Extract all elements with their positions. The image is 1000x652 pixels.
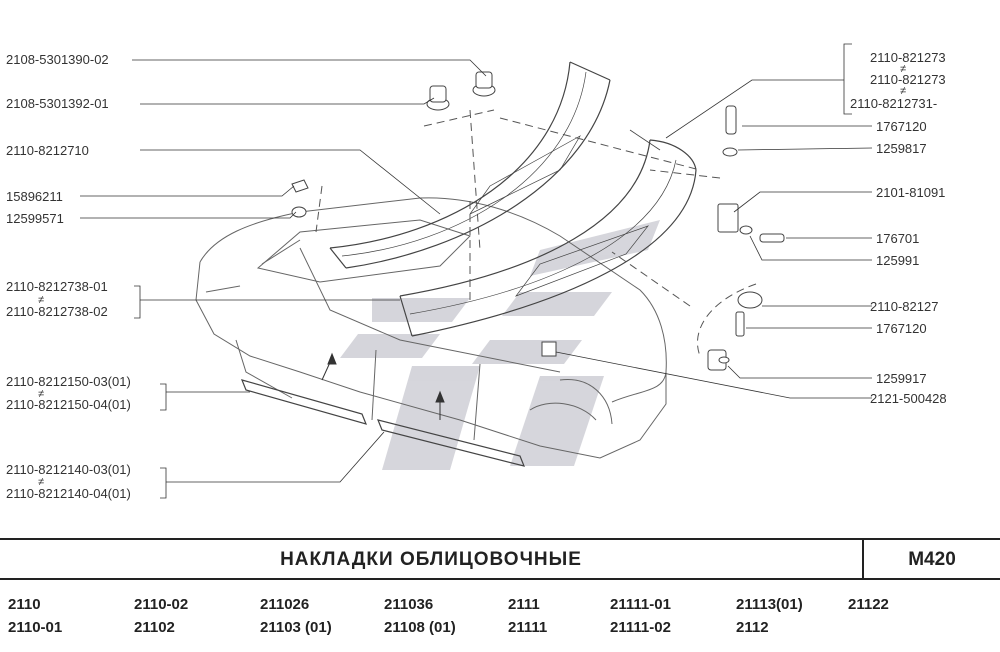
model-item: 2110 bbox=[8, 596, 41, 613]
upper-arch-trim bbox=[330, 62, 610, 268]
model-item: 2112 bbox=[736, 619, 769, 636]
part-label-r6: 2101-81091 bbox=[876, 185, 946, 200]
model-item: 2110-01 bbox=[8, 619, 63, 636]
model-item: 211026 bbox=[260, 596, 310, 613]
part-label-l3: 2110-8212710 bbox=[6, 143, 89, 158]
title-bar bbox=[0, 538, 1000, 580]
part-label-l5: 12599571 bbox=[6, 211, 64, 226]
part-label-l10: 2110-8212140-03(01) bbox=[6, 462, 131, 477]
model-item: 21111 bbox=[508, 619, 548, 636]
model-item: 21122 bbox=[848, 596, 889, 613]
part-label-r2: 2110-821273 bbox=[870, 72, 946, 87]
part-label-l4: 15896211 bbox=[6, 189, 63, 204]
model-item: 211036 bbox=[384, 596, 434, 613]
model-item: 21102 bbox=[134, 619, 175, 636]
part-label-r1: 2110-821273 bbox=[870, 50, 946, 65]
model-item: 21113(01) bbox=[736, 596, 803, 613]
part-label-r12: 2121-500428 bbox=[870, 391, 947, 406]
not-equal-sign: ≠ bbox=[900, 63, 907, 75]
part-label-r9: 2110-82127 bbox=[870, 299, 939, 314]
not-equal-sign: ≠ bbox=[38, 476, 45, 488]
part-label-l1: 2108-5301390-02 bbox=[6, 52, 109, 67]
not-equal-sign: ≠ bbox=[38, 294, 45, 306]
part-label-r5: 1259817 bbox=[876, 141, 927, 156]
part-label-l9: 2110-8212150-04(01) bbox=[6, 397, 131, 412]
model-item: 21108 (01) bbox=[384, 619, 456, 636]
part-label-l2: 2108-5301392-01 bbox=[6, 96, 109, 111]
part-label-l8: 2110-8212150-03(01) bbox=[6, 374, 131, 389]
not-equal-sign: ≠ bbox=[900, 85, 907, 97]
part-label-l7: 2110-8212738-02 bbox=[6, 304, 108, 319]
model-item: 2111 bbox=[508, 596, 540, 613]
part-label-r3: 2110-8212731- bbox=[850, 96, 938, 111]
page-title: НАКЛАДКИ ОБЛИЦОВОЧНЫЕ bbox=[280, 549, 582, 570]
model-item: 21103 (01) bbox=[260, 619, 332, 636]
side-moulding-front bbox=[242, 380, 366, 424]
part-label-l6: 2110-8212738-01 bbox=[6, 279, 108, 294]
not-equal-sign: ≠ bbox=[38, 388, 45, 400]
model-item: 2110-02 bbox=[134, 596, 189, 613]
model-item: 21111-02 bbox=[610, 619, 671, 636]
part-label-r4: 1767120 bbox=[876, 119, 927, 134]
part-label-r11: 1259917 bbox=[876, 371, 927, 386]
part-label-r10: 1767120 bbox=[876, 321, 927, 336]
part-label-r8: 125991 bbox=[876, 253, 920, 268]
part-label-r7: 176701 bbox=[876, 231, 920, 246]
part-label-l11: 2110-8212140-04(01) bbox=[6, 486, 131, 501]
model-item: 21111-01 bbox=[610, 596, 671, 613]
section-code: М420 bbox=[908, 549, 956, 570]
